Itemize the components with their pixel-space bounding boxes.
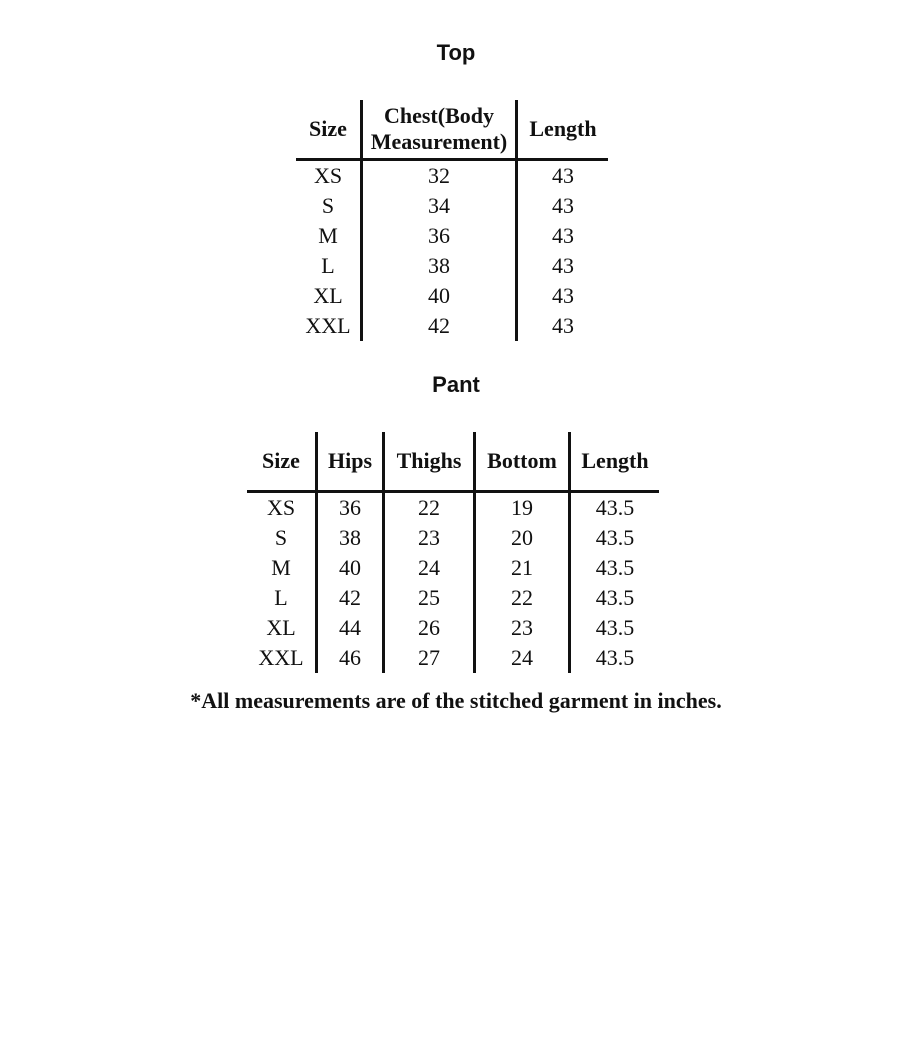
table-cell: 23 — [475, 613, 570, 643]
table-row — [247, 613, 659, 643]
measurement-note: *All measurements are of the stitched garment in inches. — [190, 688, 722, 713]
table-cell: L — [274, 585, 288, 610]
table-row — [247, 553, 659, 583]
table-cell: S — [274, 525, 288, 550]
table-cell: XL — [313, 283, 343, 308]
table-cell: XXL — [258, 645, 304, 670]
column-header-size: Size — [247, 432, 317, 492]
table-cell: 43.5 — [570, 492, 660, 524]
table-cell: 22 — [475, 583, 570, 613]
table-cell: 19 — [475, 492, 570, 524]
table-cell: XS — [266, 495, 296, 520]
table-cell: 43.5 — [570, 553, 660, 583]
pant-size-table — [247, 432, 659, 673]
table-cell: 40 — [362, 281, 517, 311]
table-cell: 21 — [475, 553, 570, 583]
top-size-table — [296, 100, 608, 341]
table-cell: 36 — [317, 492, 384, 524]
table-header-row — [296, 100, 608, 160]
table-cell: 43.5 — [570, 643, 660, 673]
table-cell: 34 — [362, 191, 517, 221]
table-cell: 24 — [475, 643, 570, 673]
table-cell: 43 — [517, 221, 609, 251]
table-row — [296, 281, 608, 311]
column-header-size: Size — [296, 100, 362, 160]
table-cell: M — [318, 223, 338, 248]
table-cell: 38 — [362, 251, 517, 281]
top-section-title: Top — [436, 40, 476, 65]
table-cell: 43 — [517, 251, 609, 281]
table-row — [296, 221, 608, 251]
table-row — [247, 492, 659, 524]
table-cell: XL — [266, 615, 296, 640]
table-cell: 25 — [384, 583, 475, 613]
column-header-length: Length — [517, 100, 609, 160]
table-cell: 43.5 — [570, 613, 660, 643]
column-header-chest: Chest(Body Measurement) — [362, 100, 517, 160]
table-cell: 38 — [317, 523, 384, 553]
table-cell: 43 — [517, 311, 609, 341]
pant-section-title: Pant — [432, 372, 480, 397]
table-row — [247, 523, 659, 553]
table-cell: 22 — [384, 492, 475, 524]
table-cell: 43 — [517, 281, 609, 311]
table-row — [296, 311, 608, 341]
table-header-row — [247, 432, 659, 492]
table-cell: 43 — [517, 160, 609, 192]
table-cell: 20 — [475, 523, 570, 553]
table-cell: 27 — [384, 643, 475, 673]
table-cell: 43.5 — [570, 523, 660, 553]
table-cell: 36 — [362, 221, 517, 251]
table-cell: 26 — [384, 613, 475, 643]
table-row — [296, 251, 608, 281]
table-cell: XS — [313, 163, 343, 188]
table-cell: 44 — [317, 613, 384, 643]
table-cell: 46 — [317, 643, 384, 673]
table-cell: 43 — [517, 191, 609, 221]
table-cell: 24 — [384, 553, 475, 583]
table-row — [247, 583, 659, 613]
column-header-thighs: Thighs — [384, 432, 475, 492]
table-cell: M — [271, 555, 291, 580]
column-header-bottom: Bottom — [475, 432, 570, 492]
table-cell: 43.5 — [570, 583, 660, 613]
table-cell: S — [321, 193, 335, 218]
table-cell: 32 — [362, 160, 517, 192]
table-cell: 42 — [317, 583, 384, 613]
table-row — [296, 191, 608, 221]
table-row — [296, 160, 608, 192]
column-header-hips: Hips — [317, 432, 384, 492]
table-cell: 23 — [384, 523, 475, 553]
table-cell: L — [321, 253, 335, 278]
table-cell: 42 — [362, 311, 517, 341]
column-header-length: Length — [570, 432, 660, 492]
table-cell: XXL — [305, 313, 351, 338]
table-row — [247, 643, 659, 673]
table-cell: 40 — [317, 553, 384, 583]
